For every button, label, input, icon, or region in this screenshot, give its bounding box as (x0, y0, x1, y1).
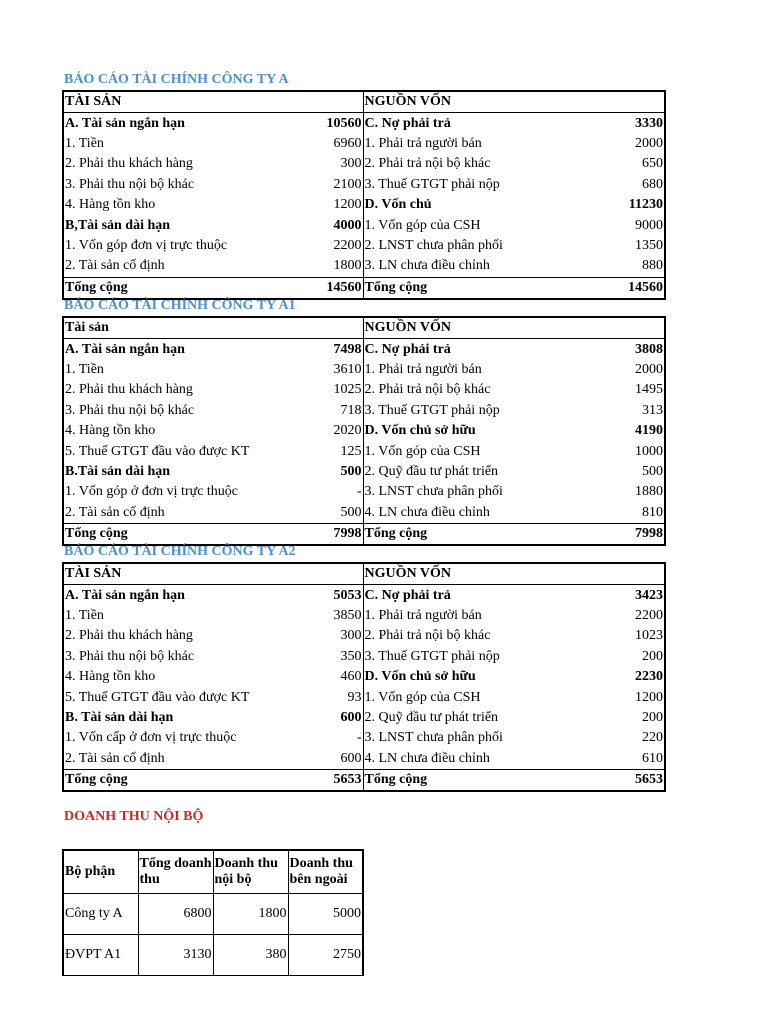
asset-value: 500 (313, 462, 363, 482)
asset-value: 600 (313, 708, 363, 728)
source-label: C. Nợ phải trả (364, 587, 451, 603)
source-label: 1. Phải trả người bán (364, 607, 482, 623)
revenue-unit: Công ty A (63, 894, 138, 935)
table-row (63, 606, 665, 626)
table-row (63, 441, 665, 461)
source-label: 1. Phải trả người bán (364, 135, 482, 151)
internal-revenue-title: DOANH THU NỘI BỘ (64, 809, 204, 824)
sources-header: NGUỒN VỐN (363, 563, 665, 585)
asset-value: 6960 (313, 134, 363, 154)
asset-label: B,Tài sản dài hạn (65, 217, 171, 233)
source-value: 650 (642, 156, 663, 172)
table-header-row (63, 317, 665, 339)
asset-value: 300 (313, 154, 363, 174)
source-value: 680 (642, 176, 663, 192)
total-sources-value: 14560 (613, 277, 665, 299)
table-row (63, 421, 665, 441)
source-label: 2. Phải trả nội bộ khác (364, 382, 491, 398)
table-row (63, 236, 665, 256)
asset-value: 500 (313, 503, 363, 524)
internal-revenue-table (62, 849, 364, 976)
table-row (63, 134, 665, 154)
asset-label: B.Tài sản dài hạn (65, 463, 171, 479)
source-value: 880 (642, 258, 663, 274)
table-header-row (63, 91, 665, 113)
asset-label: A. Tài sản ngắn hạn (65, 341, 185, 357)
table-row (63, 380, 665, 400)
asset-value: 2200 (313, 236, 363, 256)
table-row (63, 667, 665, 687)
asset-label: 4. Hàng tồn kho (65, 423, 156, 439)
table-row (63, 728, 665, 748)
report-title-a: BÁO CÁO TÀI CHÍNH CÔNG TY A (64, 72, 289, 87)
total-assets-label: Tổng cộng (63, 523, 313, 545)
table-row (63, 749, 665, 770)
source-label: 4. LN chưa điều chỉnh (364, 750, 490, 766)
asset-value: 600 (313, 749, 363, 770)
asset-value: - (313, 728, 363, 748)
source-label: 1. Vốn góp của CSH (364, 689, 481, 705)
total-assets-value: 5653 (313, 769, 363, 791)
table-row (63, 215, 665, 235)
asset-label: 3. Phải thu nội bộ khác (65, 402, 195, 418)
source-label: D. Vốn chủ sở hữu (364, 423, 476, 439)
source-value: 1000 (635, 443, 663, 459)
source-value: 3423 (635, 587, 663, 603)
source-label: 2. Quỹ đầu tư phát triển (364, 463, 499, 479)
asset-value: 2100 (313, 175, 363, 195)
source-label: 3. Thuế GTGT phải nộp (364, 402, 500, 418)
asset-label: 2. Phải thu khách hàng (65, 156, 193, 172)
asset-label: 2. Tài sản cố định (65, 750, 165, 766)
source-value: 220 (642, 730, 663, 746)
source-value: 9000 (635, 217, 663, 233)
revenue-value: 2750 (288, 935, 363, 976)
asset-value: 718 (313, 401, 363, 421)
source-value: 2200 (635, 607, 663, 623)
source-value: 2230 (635, 669, 663, 685)
asset-value: 1025 (313, 380, 363, 400)
asset-value: 5053 (313, 585, 363, 606)
asset-value: 1200 (313, 195, 363, 215)
source-value: 200 (642, 709, 663, 725)
revenue-unit: ĐVPT A1 (63, 935, 138, 976)
asset-value: 1800 (313, 256, 363, 277)
asset-label: 2. Phải thu khách hàng (65, 628, 193, 644)
assets-header: TÀI SẢN (63, 91, 363, 113)
asset-value: 2020 (313, 421, 363, 441)
source-label: 3. Thuế GTGT phải nộp (364, 176, 500, 192)
report-title-a1: BÁO CÁO TÀI CHÍNH CÔNG TY A1 (64, 298, 296, 313)
revenue-row (63, 935, 363, 976)
asset-value: 93 (313, 687, 363, 707)
source-label: 3. LNST chưa phân phối (364, 730, 503, 746)
table-row (63, 360, 665, 380)
revenue-header-cell: Tổng doanh thu (138, 850, 213, 894)
table-row (63, 585, 665, 606)
asset-label: 3. Phải thu nội bộ khác (65, 176, 195, 192)
source-value: 2000 (635, 361, 663, 377)
assets-header: Tài sản (63, 317, 363, 339)
total-assets-label: Tổng cộng (63, 769, 313, 791)
table-row (63, 503, 665, 524)
asset-label: 1. Tiền (65, 361, 104, 377)
total-sources-label: Tổng cộng (363, 523, 613, 545)
source-label: 2. Phải trả nội bộ khác (364, 156, 491, 172)
table-row (63, 113, 665, 134)
source-value: 1200 (635, 689, 663, 705)
total-sources-label: Tổng cộng (363, 769, 613, 791)
asset-label: 5. Thuế GTGT đầu vào được KT (65, 689, 250, 705)
source-value: 1495 (635, 382, 663, 398)
source-value: 1350 (635, 237, 663, 253)
source-label: 2. Phải trả nội bộ khác (364, 628, 491, 644)
revenue-header-cell: Doanh thu bên ngoài (288, 850, 363, 894)
asset-label: B. Tài sản dài hạn (65, 709, 174, 725)
source-label: 3. LNST chưa phân phối (364, 484, 503, 500)
sources-header: NGUỒN VỐN (363, 317, 665, 339)
source-value: 3808 (635, 341, 663, 357)
source-value: 11230 (628, 197, 663, 213)
source-label: 4. LN chưa điều chỉnh (364, 504, 490, 520)
source-value: 1023 (635, 628, 663, 644)
asset-label: 4. Hàng tồn kho (65, 669, 156, 685)
source-value: 4190 (635, 423, 663, 439)
source-label: D. Vốn chủ (364, 197, 432, 213)
table-row (63, 175, 665, 195)
source-value: 200 (642, 648, 663, 664)
asset-label: 5. Thuế GTGT đầu vào được KT (65, 443, 250, 459)
asset-label: 4. Hàng tồn kho (65, 197, 156, 213)
source-label: C. Nợ phải trả (364, 341, 451, 357)
total-assets-label: Tổng cộng (63, 277, 313, 299)
balance-sheet-a (62, 90, 666, 300)
asset-label: A. Tài sản ngắn hạn (65, 115, 185, 131)
table-row (63, 687, 665, 707)
source-label: 2. Quỹ đầu tư phát triển (364, 709, 499, 725)
asset-label: 1. Vốn góp ở đơn vị trực thuộc (65, 484, 239, 500)
asset-value: 460 (313, 667, 363, 687)
source-value: 1880 (635, 484, 663, 500)
asset-label: 1. Vốn góp đơn vị trực thuộc (65, 237, 228, 253)
asset-label: 2. Tài sản cố định (65, 504, 165, 520)
revenue-value: 5000 (288, 894, 363, 935)
total-row (63, 769, 665, 791)
table-row (63, 195, 665, 215)
table-row (63, 626, 665, 646)
table-row (63, 462, 665, 482)
balance-sheet-a1 (62, 316, 666, 546)
source-label: C. Nợ phải trả (364, 115, 451, 131)
asset-label: 1. Vốn cấp ở đơn vị trực thuộc (65, 730, 237, 746)
source-label: 3. LN chưa điều chỉnh (364, 258, 490, 274)
table-row (63, 154, 665, 174)
table-row (63, 482, 665, 502)
source-label: 1. Vốn góp của CSH (364, 443, 481, 459)
source-label: 1. Phải trả người bán (364, 361, 482, 377)
total-assets-value: 7998 (313, 523, 363, 545)
asset-value: 300 (313, 626, 363, 646)
revenue-value: 380 (213, 935, 288, 976)
asset-label: 1. Tiền (65, 135, 104, 151)
asset-label: 2. Tài sản cố định (65, 258, 165, 274)
source-value: 810 (642, 504, 663, 520)
asset-label: A. Tài sản ngắn hạn (65, 587, 185, 603)
revenue-value: 3130 (138, 935, 213, 976)
source-value: 3330 (635, 115, 663, 131)
source-label: D. Vốn chủ sở hữu (364, 669, 476, 685)
source-label: 1. Vốn góp của CSH (364, 217, 481, 233)
total-sources-value: 5653 (613, 769, 665, 791)
sources-header: NGUỒN VỐN (363, 91, 665, 113)
asset-label: 1. Tiền (65, 607, 104, 623)
table-header-row (63, 563, 665, 585)
asset-value: - (313, 482, 363, 502)
asset-value: 3850 (313, 606, 363, 626)
revenue-value: 1800 (213, 894, 288, 935)
total-sources-value: 7998 (613, 523, 665, 545)
table-row (63, 647, 665, 667)
asset-value: 3610 (313, 360, 363, 380)
total-row (63, 277, 665, 299)
table-row (63, 401, 665, 421)
total-assets-value: 14560 (313, 277, 363, 299)
revenue-header-cell: Doanh thu nội bộ (213, 850, 288, 894)
source-value: 500 (642, 463, 663, 479)
total-sources-label: Tổng cộng (363, 277, 613, 299)
revenue-row (63, 894, 363, 935)
source-label: 3. Thuế GTGT phải nộp (364, 648, 500, 664)
asset-label: 3. Phải thu nội bộ khác (65, 648, 195, 664)
source-value: 610 (642, 750, 663, 766)
balance-sheet-a2 (62, 562, 666, 792)
asset-value: 125 (313, 441, 363, 461)
table-row (63, 708, 665, 728)
asset-value: 7498 (313, 339, 363, 360)
source-value: 313 (642, 402, 663, 418)
total-row (63, 523, 665, 545)
asset-value: 10560 (313, 113, 363, 134)
table-row (63, 339, 665, 360)
asset-value: 4000 (313, 215, 363, 235)
revenue-value: 6800 (138, 894, 213, 935)
revenue-header-row (63, 850, 363, 894)
table-row (63, 256, 665, 277)
report-title-a2: BÁO CÁO TÀI CHÍNH CÔNG TY A2 (64, 544, 296, 559)
revenue-header-cell: Bộ phận (63, 850, 138, 894)
source-value: 2000 (635, 135, 663, 151)
asset-value: 350 (313, 647, 363, 667)
source-label: 2. LNST chưa phân phối (364, 237, 503, 253)
assets-header: TÀI SẢN (63, 563, 363, 585)
asset-label: 2. Phải thu khách hàng (65, 382, 193, 398)
